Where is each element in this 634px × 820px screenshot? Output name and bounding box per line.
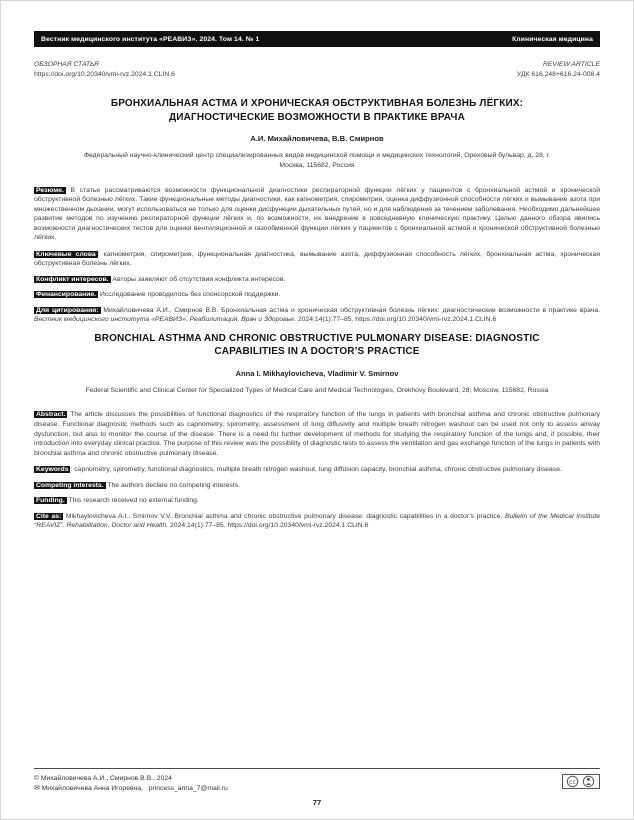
keywords-text-en: : capnometry, spirometry, functional diagnostics, multiple breath nitrogen washout, lung diffusion capacity, bronchial asthma, chronic obstructive pulmonary disease. (70, 466, 562, 474)
journal-section: Клиническая медицина (512, 35, 593, 43)
abstract-label-en: Abstract. (36, 411, 66, 419)
copyright-line: © Михайловичева А.И., Смирнов В.В., 2024 (34, 774, 172, 782)
journal-title: Вестник медицинского института «РЕАВИЗ». 2024. Том 14. № 1 (41, 35, 260, 43)
cc-by-icon[interactable] (562, 774, 600, 794)
article-meta-right (517, 60, 600, 80)
keywords-text-ru: : капнометрия, спирометрия, функциональная диагностика, вымывание азота, диффузионная способность лёгких, бронхиальная астма, хроническая обструктивная болезнь лёгких. (34, 250, 601, 268)
envelope-icon: ✉ (34, 785, 40, 793)
correspondence-line (34, 784, 228, 795)
page-number: 77 (312, 798, 322, 807)
keywords-label-en: Keywords (36, 466, 69, 474)
abstract-text-ru: В статье рассматриваются возможности функциональной диагностики респираторной функции лёгких у пациентов с бронхиальной астмой и хронической обструктивной болезнью лёгких. Такие функциональные методы диагностики, как капнометрия, спирометрия, оценка диффузионной способности лёгких и вымывание азота при множественном дыхании, могут использоваться не только для оценки дисфункции дыхательных путей, но и для наблюдения за течением заболевания. Необходимо дальнейшее развитие методов по изучению респираторной функции лёгких и, по возможности, их внедрение в повседневную клиническую практику. Целью данного обзора явились возможности диагностических тестов для оценки вентиляционной и газообменной функции лёгких у пациентов с бронхиальной астмой и хронической обструктивной болезнью лёгких. (34, 186, 600, 242)
citation-ref-ru: 2024;14(1):77–85. https://doi.org/10.20340/vmi-rvz.2024.1.CLIN.6 (295, 316, 497, 324)
conflict-en (34, 481, 600, 491)
funding-label-en: Funding. (36, 497, 65, 505)
article-meta-left (34, 60, 175, 80)
udk-number: УДК 616.248+616.24-008.4 (516, 71, 600, 79)
citation-label-en: Cite as: (36, 512, 62, 520)
keywords-en (34, 465, 600, 475)
funding-ru (34, 290, 600, 300)
affiliation-ru: Федеральный научно-клинический центр специализированных видов медицинской помощи и медицинских технологий, Ореховый бульвар, д. 28, г. Москва, 115682, Россия (83, 152, 551, 170)
affiliation-en: Federal Scientific and Clinical Center for Specialized Types of Medical Care and Medical Technologies, Orekhovy Boulevard, 28, Moscow, 115682, Russia (85, 386, 549, 394)
citation-journal-en: Bulletin of the Medical Institute “REAVIZ”. Rehabilitation, Doctor and Health. (34, 512, 600, 530)
page-footer (34, 768, 600, 807)
funding-text-en: This research received no external funding. (66, 497, 199, 505)
authors-en: Anna I. Mikhaylovicheva, Vladimir V. Smirnov (235, 368, 399, 378)
correspondence-name: Михайловичева Анна Игоревна, (41, 785, 144, 793)
funding-text-ru: Исследование проводилось без спонсорской поддержки. (98, 291, 281, 299)
conflict-label-ru: Конфликт интересов. (36, 275, 109, 283)
conflict-text-en: The authors declare no competing interests. (105, 481, 240, 489)
funding-en (34, 496, 600, 506)
citation-ru (34, 306, 600, 325)
citation-ref-en: 2024;14(1):77–85. https://doi.org/10.20340/vmi-rvz.2024.1.CLIN.6 (168, 522, 369, 530)
conflict-text-ru: Авторы заявляют об отсутствии конфликта интересов. (110, 275, 286, 283)
keywords-label-ru: Ключевые слова (36, 250, 96, 258)
citation-journal-ru: Вестник медицинского института «РЕАВИЗ». Реабилитация, Врач и Здоровье. (34, 316, 296, 324)
abstract-text-en: The article discusses the possibilities of functional diagnostics of the respiratory function of the lungs in patients with bronchial asthma and chronic obstructive pulmonary disease. Functional diagnostic methods such as capnometry, spirometry, assessment of lung diffusivity and multiple breath nitrogen washout can be used not only to assess airway dysfunction, but also to monitor the course of the disease. There is a need for further development of methods for studying the respiratory function of the lungs and, if possible, their introduction into everyday clinical practice. The purpose of this review was the possibility of diagnostic tests to assess the ventilation and gas exchange function of the lungs in patients with bronchial asthma and chronic obstructive pulmonary disease. (34, 411, 600, 457)
citation-text-en: Mikhaylovicheva A.I., Smirnov V.V. Bronchial asthma and chronic obstructive pulmonary disease: diagnostic capabilities in a doctor’s practice. (63, 512, 505, 520)
svg-text:cc: cc (568, 777, 577, 786)
funding-label-ru: Финансирование. (36, 291, 97, 299)
article-title-en: BRONCHIAL ASTHMA AND CHRONIC OBSTRUCTIVE PULMONARY DISEASE: DIAGNOSTIC CAPABILITIES IN A DOCTOR’S PRACTICE (94, 332, 540, 358)
citation-label-ru: Для цитирования: (36, 306, 99, 314)
abstract-ru (34, 186, 600, 243)
article-type-en: REVIEW ARTICLE (542, 61, 600, 68)
article-type-ru: ОБЗОРНАЯ СТАТЬЯ (34, 61, 99, 68)
authors-ru: А.И. Михайловичева, В.В. Смирнов (250, 134, 384, 144)
email-link[interactable]: princess_anna_7@mail.ru (148, 785, 228, 793)
abstract-en (34, 410, 600, 458)
article-meta (34, 60, 600, 80)
footer-left (34, 774, 228, 795)
conflict-ru (34, 275, 600, 285)
journal-header-bar (34, 31, 600, 47)
article-title-ru: БРОНХИАЛЬНАЯ АСТМА И ХРОНИЧЕСКАЯ ОБСТРУКТИВНАЯ БОЛЕЗНЬ ЛЁГКИХ: ДИАГНОСТИЧЕСКИЕ ВОЗМОЖНОСТИ В ПРАКТИКЕ ВРАЧА (110, 98, 524, 123)
doi-link[interactable]: https://doi.org/10.20340/vmi-rvz.2024.1.CLIN.6 (34, 71, 175, 79)
citation-en (34, 512, 600, 531)
conflict-label-en: Competing interests. (36, 481, 104, 489)
citation-text-ru: Михайловичева А.И., Смирнов В.В. Бронхиальная астма и хроническая обструктивная болезнь лёгких: диагностические возможности в практике врача. (100, 306, 600, 314)
abstract-label-ru: Резюме. (36, 186, 64, 194)
keywords-ru (34, 250, 600, 269)
